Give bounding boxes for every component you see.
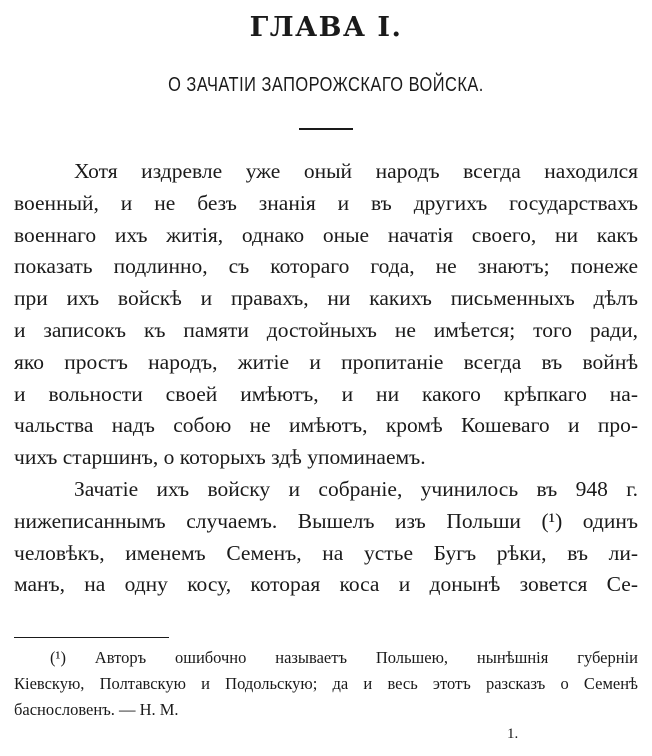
body-line: военный, и не безъ знанія и въ другихъ государствахъ <box>14 190 638 215</box>
chapter-title: ГЛАВА I. <box>249 12 403 43</box>
body-line: нижеписаннымъ случаемъ. Вышелъ изъ Польши (¹) одинъ <box>14 508 638 533</box>
body-line: яко простъ народъ, житіе и пропитаніе всегда въ войнѣ <box>14 349 638 374</box>
page-number: 1. <box>507 726 519 742</box>
body-line: чихъ старшинъ, о которыхъ здѣ упоминаемъ. <box>14 445 426 470</box>
body-line: военнаго ихъ житія, однако оные начатія своего, ни какъ <box>14 222 638 247</box>
body-line: Хотя издревле уже оный народъ всегда находился <box>74 159 638 183</box>
footnote-divider <box>14 637 169 638</box>
body-line: и вольности своей имѣютъ, и ни какого крѣпкаго на- <box>14 381 638 406</box>
footnote-line: баснословенъ. — Н. М. <box>14 700 179 719</box>
body-text <box>14 156 638 601</box>
body-line: показать подлинно, съ котораго года, не знаютъ; понеже <box>14 254 638 279</box>
body-line: при ихъ войскѣ и правахъ, ни какихъ письменныхъ дѣлъ <box>14 286 638 311</box>
title-divider <box>299 128 353 130</box>
body-line: человѣкъ, именемъ Семенъ, на устье Бугъ рѣки, въ ли- <box>14 540 638 565</box>
body-line: и записокъ къ памяти достойныхъ не имѣется; того ради, <box>14 317 638 342</box>
footnote-line: (¹) Авторъ ошибочно называетъ Польшею, нынѣшнія губерніи <box>50 648 638 667</box>
chapter-subtitle: О ЗАЧАТІИ ЗАПОРОЖСКАГО ВОЙСКА. <box>168 74 484 96</box>
body-line: манъ, на одну косу, которая коса и донынѣ зовется Се- <box>14 572 638 597</box>
body-line: чальства надъ собою не имѣютъ, кромѣ Кошеваго и про- <box>14 413 638 438</box>
body-line: Зачатіе ихъ войску и собраніе, учинилось въ 948 г. <box>74 476 638 501</box>
footnote-line: Кіевскую, Полтавскую и Подольскую; да и весь этотъ разсказъ о Семенѣ <box>14 674 638 693</box>
footnotes <box>14 645 638 723</box>
